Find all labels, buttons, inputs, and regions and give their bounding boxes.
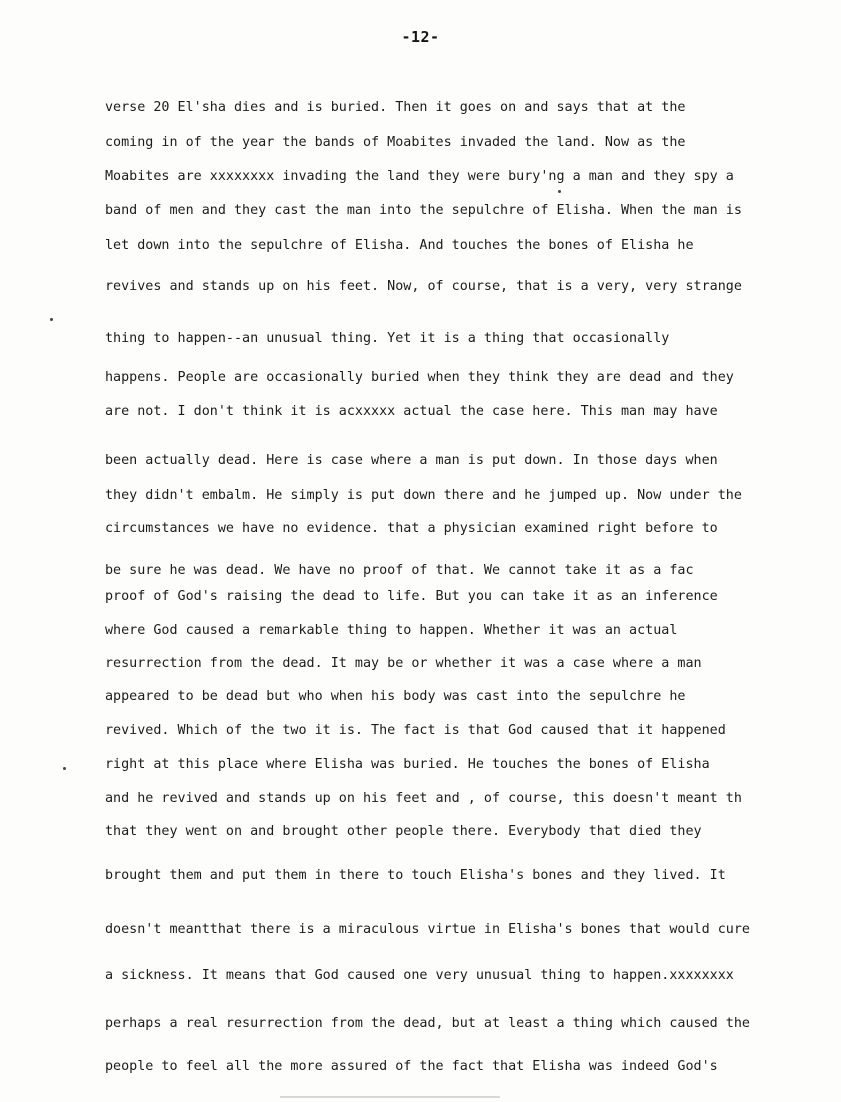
scan-smudge: [280, 1096, 500, 1098]
text-line: Moabites are xxxxxxxx invading the land they were bury'ng a man and they spy a: [105, 169, 734, 184]
scan-speck: [50, 318, 53, 321]
text-line: band of men and they cast the man into the sepulchre of Elisha. When the man is: [105, 203, 742, 218]
text-line: been actually dead. Here is case where a man is put down. In those days when: [105, 453, 718, 468]
scan-speck: [63, 767, 66, 770]
text-line: doesn't meantthat there is a miraculous virtue in Elisha's bones that would cure: [105, 922, 750, 937]
text-line: resurrection from the dead. It may be or whether it was a case where a man: [105, 656, 702, 671]
text-line: brought them and put them in there to touch Elisha's bones and they lived. It: [105, 868, 726, 883]
text-line: perhaps a real resurrection from the dead, but at least a thing which caused the: [105, 1016, 750, 1031]
text-line: verse 20 El'sha dies and is buried. Then it goes on and says that at the: [105, 100, 686, 115]
text-line: proof of God's raising the dead to life. But you can take it as an inference: [105, 589, 718, 604]
text-line: appeared to be dead but who when his body was cast into the sepulchre he: [105, 689, 686, 704]
text-line: they didn't embalm. He simply is put down there and he jumped up. Now under the: [105, 488, 742, 503]
text-line: right at this place where Elisha was buried. He touches the bones of Elisha: [105, 757, 710, 772]
text-line: and he revived and stands up on his feet and , of course, this doesn't meant th: [105, 791, 742, 806]
text-line: coming in of the year the bands of Moabites invaded the land. Now as the: [105, 135, 686, 150]
text-line: revives and stands up on his feet. Now, of course, that is a very, very strange: [105, 279, 742, 294]
page-number: -12-: [401, 28, 440, 46]
text-line: be sure he was dead. We have no proof of that. We cannot take it as a fac: [105, 563, 694, 578]
text-line: thing to happen--an unusual thing. Yet it is a thing that occasionally: [105, 331, 670, 346]
text-line: are not. I don't think it is acxxxxx actual the case here. This man may have: [105, 404, 718, 419]
text-line: people to feel all the more assured of the fact that Elisha was indeed God's: [105, 1059, 718, 1074]
text-line: that they went on and brought other people there. Everybody that died they: [105, 824, 702, 839]
text-line: where God caused a remarkable thing to happen. Whether it was an actual: [105, 623, 678, 638]
scan-speck: [558, 190, 561, 193]
text-line: revived. Which of the two it is. The fact is that God caused that it happened: [105, 723, 726, 738]
text-line: let down into the sepulchre of Elisha. And touches the bones of Elisha he: [105, 238, 694, 253]
text-line: happens. People are occasionally buried when they think they are dead and they: [105, 370, 734, 385]
text-line: a sickness. It means that God caused one very unusual thing to happen.xxxxxxxx: [105, 968, 734, 983]
text-line: circumstances we have no evidence. that a physician examined right before to: [105, 521, 718, 536]
